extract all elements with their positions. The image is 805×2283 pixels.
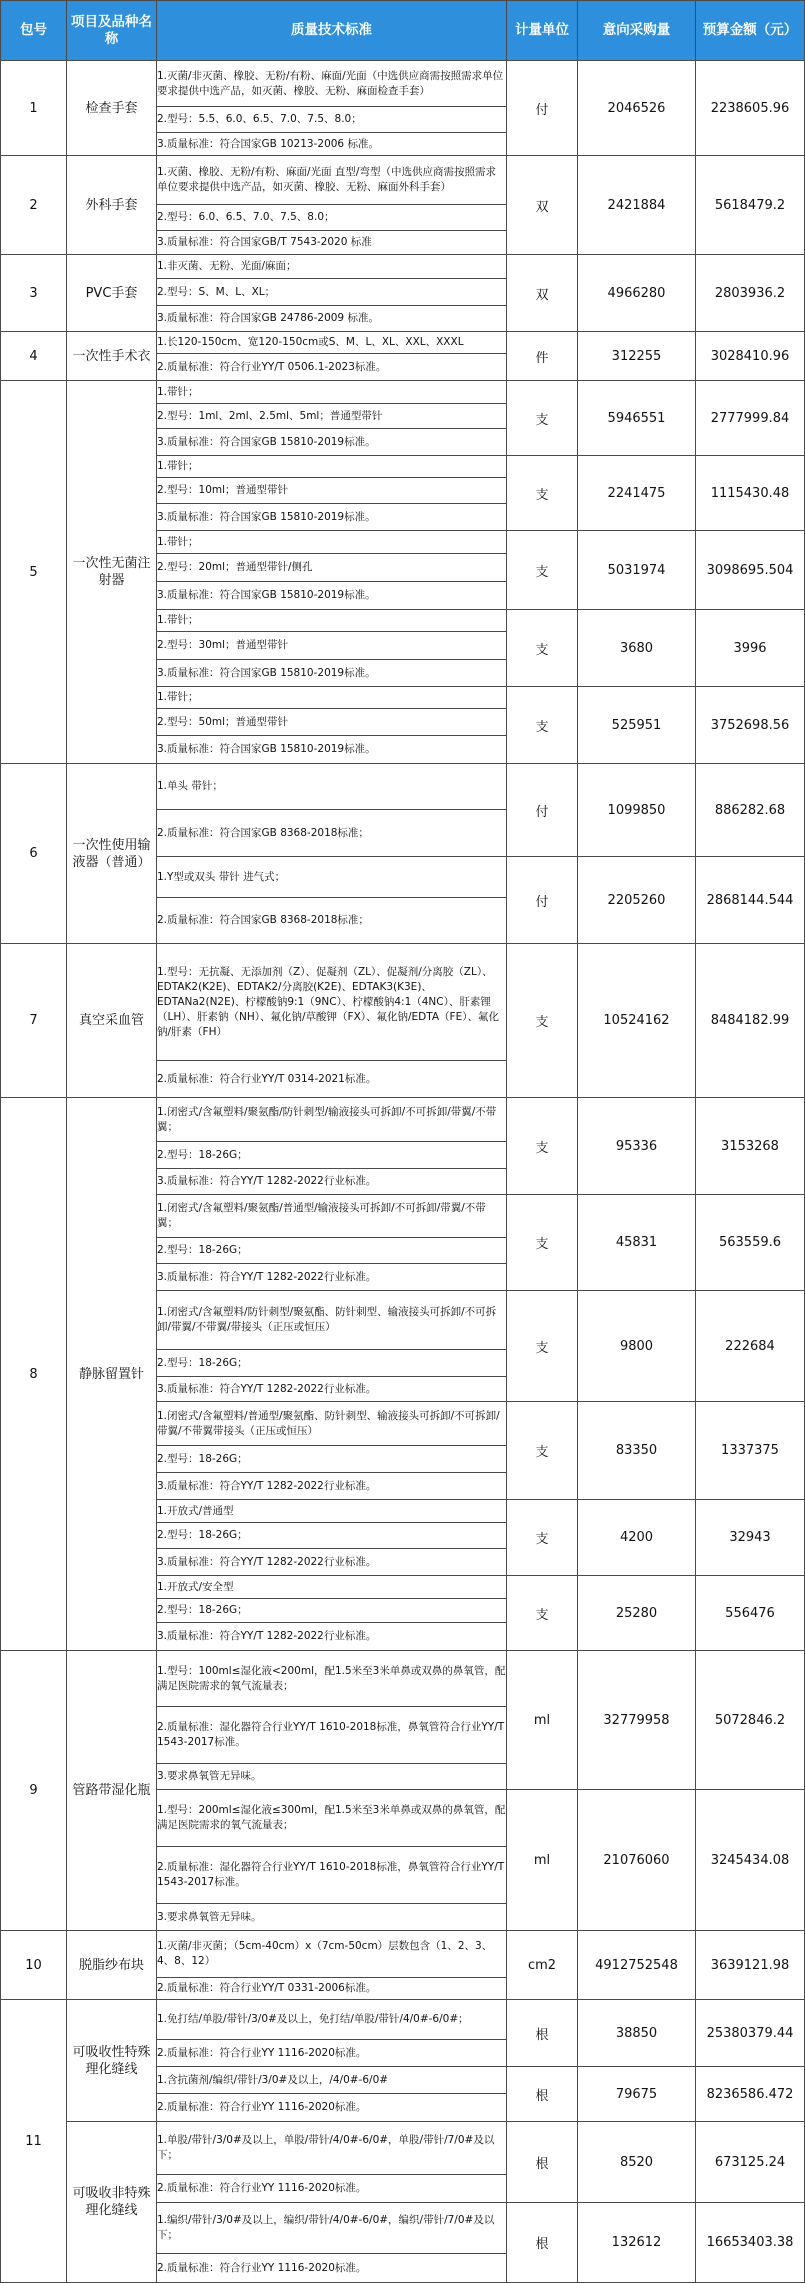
spec-line: 2.质量标准：符合行业YY/T 0506.1-2023标准。: [157, 354, 507, 381]
budget-cell: 2803936.2: [696, 255, 805, 332]
quantity-cell: 3680: [578, 610, 696, 687]
quantity-cell: 8520: [578, 2122, 696, 2203]
header-cell: 意向采购量: [578, 1, 696, 61]
table-row: [1, 2122, 805, 2175]
spec-line: 2.型号：S、M、L、XL；: [157, 279, 507, 306]
spec-line: 2.型号：50ml；普通型带针: [157, 709, 507, 736]
quantity-cell: 5946551: [578, 381, 696, 456]
unit-cell: 支: [507, 610, 578, 687]
quantity-cell: 10524162: [578, 944, 696, 1098]
unit-cell: cm2: [507, 1931, 578, 2000]
spec-line: 1.开放式/普通型: [157, 1500, 507, 1523]
header-cell: 计量单位: [507, 1, 578, 61]
budget-cell: 3098695.504: [696, 531, 805, 610]
budget-cell: 563559.6: [696, 1195, 805, 1291]
package-number: 5: [1, 381, 67, 764]
unit-cell: 支: [507, 381, 578, 456]
unit-cell: 双: [507, 156, 578, 255]
package-number: 6: [1, 764, 67, 944]
table-row: [1, 1651, 805, 1707]
package-number: 8: [1, 1098, 67, 1651]
unit-cell: 付: [507, 61, 578, 156]
unit-cell: 根: [507, 2000, 578, 2067]
spec-line: 1.带针；: [157, 381, 507, 404]
table-row: [1, 764, 805, 810]
header-cell: 项目及品种名称: [67, 1, 157, 61]
quantity-cell: 95336: [578, 1098, 696, 1195]
item-name: PVC手套: [67, 255, 157, 332]
unit-cell: 件: [507, 332, 578, 381]
table-row: [1, 1931, 805, 1978]
spec-line: 1.单股/带针/3/0#及以上，单股/带针/4/0#-6/0#，单股/带针/7/0#及以下；: [157, 2122, 507, 2175]
spec-line: 1.闭密式/含氟塑料/聚氨酯/防针刺型/输液接头可拆卸/不可拆卸/带翼/不带翼；: [157, 1098, 507, 1142]
item-name: 可吸收非特殊理化缝线: [67, 2122, 157, 2283]
spec-line: 1.灭菌、橡胶、无粉/有粉、麻面/光面 直型/弯型（中选供应商需按照需求单位要求提供中选产品，如灭菌、橡胶、无粉、麻面外科手套）: [157, 156, 507, 205]
budget-cell: 25380379.44: [696, 2000, 805, 2067]
budget-cell: 5618479.2: [696, 156, 805, 255]
budget-cell: 2238605.96: [696, 61, 805, 156]
header-cell: 预算金额（元）: [696, 1, 805, 61]
spec-line: 1.带针；: [157, 610, 507, 632]
unit-cell: 支: [507, 1500, 578, 1576]
spec-line: 1.带针；: [157, 531, 507, 554]
spec-line: 2.质量标准：符合行业YY/T 0331-2006标准。: [157, 1978, 507, 2000]
quantity-cell: 32779958: [578, 1651, 696, 1790]
spec-line: 2.型号：18-26G；: [157, 1350, 507, 1377]
spec-line: 2.型号：30ml；普通型带针: [157, 632, 507, 660]
spec-line: 3.质量标准：符合YY/T 1282-2022行业标准。: [157, 1473, 507, 1500]
item-name: 管路带湿化瓶: [67, 1651, 157, 1931]
package-number: 11: [1, 2000, 67, 2283]
spec-line: 2.质量标准：符合行业YY 1116-2020标准。: [157, 2254, 507, 2283]
table-row: [1, 61, 805, 107]
spec-line: 1.型号：100ml≤湿化液<200ml，配1.5米至3米单鼻或双鼻的鼻氧管，配满足医院需求的氧气流量表；: [157, 1651, 507, 1707]
spec-line: 2.型号：6.0、6.5、7.0、7.5、8.0；: [157, 205, 507, 231]
spec-line: 1.闭密式/含氟塑料/聚氨酯/普通型/输液接头可拆卸/不可拆卸/带翼/不带翼；: [157, 1195, 507, 1238]
budget-cell: 1337375: [696, 1402, 805, 1500]
spec-line: 3.质量标准：符合YY/T 1282-2022行业标准。: [157, 1264, 507, 1291]
item-name: 一次性使用输液器（普通）: [67, 764, 157, 944]
spec-line: 1.免打结/单股/带针/3/0#及以上，免打结/单股/带针/4/0#-6/0#；: [157, 2000, 507, 2040]
budget-cell: 222684: [696, 1291, 805, 1402]
item-name: 真空采血管: [67, 944, 157, 1098]
spec-line: 3.要求鼻氧管无异味。: [157, 1904, 507, 1931]
package-number: 1: [1, 61, 67, 156]
unit-cell: ml: [507, 1790, 578, 1931]
spec-line: 1.非灭菌、无粉、光面/麻面；: [157, 255, 507, 279]
quantity-cell: 525951: [578, 687, 696, 764]
unit-cell: ml: [507, 1651, 578, 1790]
header-row: [1, 1, 805, 61]
unit-cell: 支: [507, 531, 578, 610]
spec-line: 3.要求鼻氧管无异味。: [157, 1764, 507, 1790]
header-cell: 质量技术标准: [157, 1, 507, 61]
unit-cell: 支: [507, 1291, 578, 1402]
spec-line: 3.质量标准：符合国家GB 15810-2019标准。: [157, 736, 507, 764]
header-cell: 包号: [1, 1, 67, 61]
item-name: 可吸收性特殊理化缝线: [67, 2000, 157, 2122]
spec-line: 1.长120-150cm、宽120-150cm或S、M、L、XL、XXL、XXXL: [157, 332, 507, 354]
spec-line: 1.带针；: [157, 687, 507, 709]
spec-line: 1.型号：200ml≤湿化液≤300ml，配1.5米至3米单鼻或双鼻的鼻氧管，配满足医院需求的氧气流量表；: [157, 1790, 507, 1847]
spec-line: 1.闭密式/含氟塑料/防针刺型/聚氨酯、防针刺型、输液接头可拆卸/不可拆卸/带翼/不带翼/带接头（正压或恒压）: [157, 1291, 507, 1350]
spec-line: 2.质量标准：湿化器符合行业YY/T 1610-2018标准，鼻氧管符合行业YY/T 1543-2017标准。: [157, 1847, 507, 1904]
spec-line: 2.质量标准：符合行业YY 1116-2020标准。: [157, 2175, 507, 2203]
spec-line: 1.编织/带针/3/0#及以上，编织/带针/4/0#-6/0#，编织/带针/7/0#及以下；: [157, 2203, 507, 2254]
item-name: 检查手套: [67, 61, 157, 156]
unit-cell: 付: [507, 764, 578, 857]
spec-line: 3.质量标准：符合YY/T 1282-2022行业标准。: [157, 1169, 507, 1195]
table-row: [1, 1098, 805, 1142]
spec-line: 1.开放式/安全型: [157, 1576, 507, 1599]
unit-cell: 支: [507, 687, 578, 764]
package-number: 4: [1, 332, 67, 381]
spec-line: 2.型号：18-26G；: [157, 1446, 507, 1473]
spec-line: 2.型号：18-26G；: [157, 1238, 507, 1264]
unit-cell: 根: [507, 2122, 578, 2203]
unit-cell: 支: [507, 1195, 578, 1291]
spec-line: 2.质量标准：符合行业YY 1116-2020标准。: [157, 2040, 507, 2067]
table-row: [1, 255, 805, 279]
spec-line: 3.质量标准：符合国家GB 15810-2019标准。: [157, 504, 507, 531]
spec-line: 1.型号：无抗凝、无添加剂（Z）、促凝剂（ZL）、促凝剂/分离胶（ZL）、EDTAK2(K2E)、EDTAK2/分离胶(K2E)、EDTAK3(K3E)、EDTANa2(N2E)、柠檬酸钠9:1（9NC）、柠檬酸钠4:1（4NC）、肝素锂（LH）、肝素钠（NH）、氟化钠/草酸钾（FX）、氟化钠/EDTA（FE）、氟化钠/肝素（FH）: [157, 944, 507, 1061]
spec-line: 2.型号：18-26G；: [157, 1142, 507, 1169]
spec-line: 1.Y型或双头 带针 进气式；: [157, 857, 507, 898]
package-number: 2: [1, 156, 67, 255]
table-body: [1, 61, 805, 2283]
budget-cell: 3153268: [696, 1098, 805, 1195]
quantity-cell: 2046526: [578, 61, 696, 156]
spec-line: 3.质量标准：符合国家GB 10213-2006 标准。: [157, 133, 507, 156]
unit-cell: 支: [507, 1402, 578, 1500]
spec-line: 1.闭密式/含氟塑料/普通型/聚氨酯、防针刺型、输液接头可拆卸/不可拆卸/带翼/不带翼带接头（正压或恒压）: [157, 1402, 507, 1446]
budget-cell: 556476: [696, 1576, 805, 1651]
quantity-cell: 2205260: [578, 857, 696, 944]
quantity-cell: 132612: [578, 2203, 696, 2283]
budget-cell: 5072846.2: [696, 1651, 805, 1790]
budget-cell: 3639121.98: [696, 1931, 805, 2000]
budget-cell: 3996: [696, 610, 805, 687]
spec-line: 3.质量标准：符合国家GB 15810-2019标准。: [157, 660, 507, 687]
unit-cell: 付: [507, 857, 578, 944]
spec-line: 2.质量标准：符合行业YY/T 0314-2021标准。: [157, 1061, 507, 1098]
spec-line: 3.质量标准：符合国家GB/T 7543-2020 标准: [157, 231, 507, 255]
spec-line: 2.型号：1ml、2ml、2.5ml、5ml；普通型带针: [157, 404, 507, 429]
budget-cell: 1115430.48: [696, 456, 805, 531]
spec-line: 2.型号：18-26G；: [157, 1523, 507, 1549]
quantity-cell: 4200: [578, 1500, 696, 1576]
spec-line: 3.质量标准：符合国家GB 15810-2019标准。: [157, 582, 507, 610]
item-name: 静脉留置针: [67, 1098, 157, 1651]
table-row: [1, 944, 805, 1061]
item-name: 一次性无菌注射器: [67, 381, 157, 764]
spec-line: 2.质量标准：湿化器符合行业YY/T 1610-2018标准，鼻氧管符合行业YY/T 1543-2017标准。: [157, 1707, 507, 1764]
quantity-cell: 9800: [578, 1291, 696, 1402]
quantity-cell: 2421884: [578, 156, 696, 255]
unit-cell: 根: [507, 2067, 578, 2122]
spec-line: 2.型号：18-26G；: [157, 1599, 507, 1623]
quantity-cell: 1099850: [578, 764, 696, 857]
quantity-cell: 5031974: [578, 531, 696, 610]
spec-line: 2.质量标准：符合行业YY 1116-2020标准。: [157, 2094, 507, 2122]
quantity-cell: 21076060: [578, 1790, 696, 1931]
quantity-cell: 45831: [578, 1195, 696, 1291]
spec-line: 2.质量标准：符合国家GB 8368-2018标准；: [157, 810, 507, 857]
item-name: 外科手套: [67, 156, 157, 255]
spec-line: 3.质量标准：符合国家GB 15810-2019标准。: [157, 429, 507, 456]
package-number: 3: [1, 255, 67, 332]
package-number: 7: [1, 944, 67, 1098]
quantity-cell: 79675: [578, 2067, 696, 2122]
spec-line: 2.型号：5.5、6.0、6.5、7.0、7.5、8.0；: [157, 107, 507, 133]
budget-cell: 2868144.544: [696, 857, 805, 944]
spec-line: 1.含抗菌剂/编织/带针/3/0#及以上，/4/0#-6/0#: [157, 2067, 507, 2094]
table-row: [1, 381, 805, 404]
quantity-cell: 25280: [578, 1576, 696, 1651]
budget-cell: 16653403.38: [696, 2203, 805, 2283]
quantity-cell: 38850: [578, 2000, 696, 2067]
spec-line: 2.型号：10ml；普通型带针: [157, 478, 507, 504]
unit-cell: 根: [507, 2203, 578, 2283]
quantity-cell: 4966280: [578, 255, 696, 332]
quantity-cell: 312255: [578, 332, 696, 381]
item-name: 脱脂纱布块: [67, 1931, 157, 2000]
spec-line: 1.灭菌/非灭菌、橡胶、无粉/有粉、麻面/光面（中选供应商需按照需求单位要求提供中选产品，如灭菌、橡胶、无粉、麻面检查手套）: [157, 61, 507, 107]
budget-cell: 3752698.56: [696, 687, 805, 764]
spec-line: 1.带针；: [157, 456, 507, 478]
unit-cell: 支: [507, 944, 578, 1098]
budget-cell: 3028410.96: [696, 332, 805, 381]
table-row: [1, 332, 805, 354]
table-header: [1, 1, 805, 61]
unit-cell: 双: [507, 255, 578, 332]
quantity-cell: 83350: [578, 1402, 696, 1500]
spec-line: 1.单头 带针；: [157, 764, 507, 810]
spec-line: 2.型号：20ml；普通型带针/侧孔: [157, 554, 507, 582]
unit-cell: 支: [507, 1576, 578, 1651]
budget-cell: 8484182.99: [696, 944, 805, 1098]
quantity-cell: 4912752548: [578, 1931, 696, 2000]
budget-cell: 8236586.472: [696, 2067, 805, 2122]
quantity-cell: 2241475: [578, 456, 696, 531]
budget-cell: 886282.68: [696, 764, 805, 857]
item-name: 一次性手术衣: [67, 332, 157, 381]
package-number: 9: [1, 1651, 67, 1931]
budget-cell: 673125.24: [696, 2122, 805, 2203]
spec-line: 3.质量标准：符合国家GB 24786-2009 标准。: [157, 306, 507, 332]
table-row: [1, 2000, 805, 2040]
spec-line: 1.灭菌/非灭菌；（5cm-40cm）x（7cm-50cm）层数包含（1、2、3、4、8、12）: [157, 1931, 507, 1978]
spec-line: 2.质量标准：符合国家GB 8368-2018标准；: [157, 898, 507, 944]
table-row: [1, 156, 805, 205]
package-number: 10: [1, 1931, 67, 2000]
spec-line: 3.质量标准：符合YY/T 1282-2022行业标准。: [157, 1377, 507, 1402]
spec-line: 3.质量标准：符合YY/T 1282-2022行业标准。: [157, 1623, 507, 1651]
budget-cell: 2777999.84: [696, 381, 805, 456]
budget-cell: 3245434.08: [696, 1790, 805, 1931]
unit-cell: 支: [507, 1098, 578, 1195]
spec-line: 3.质量标准：符合YY/T 1282-2022行业标准。: [157, 1549, 507, 1576]
budget-cell: 32943: [696, 1500, 805, 1576]
unit-cell: 支: [507, 456, 578, 531]
